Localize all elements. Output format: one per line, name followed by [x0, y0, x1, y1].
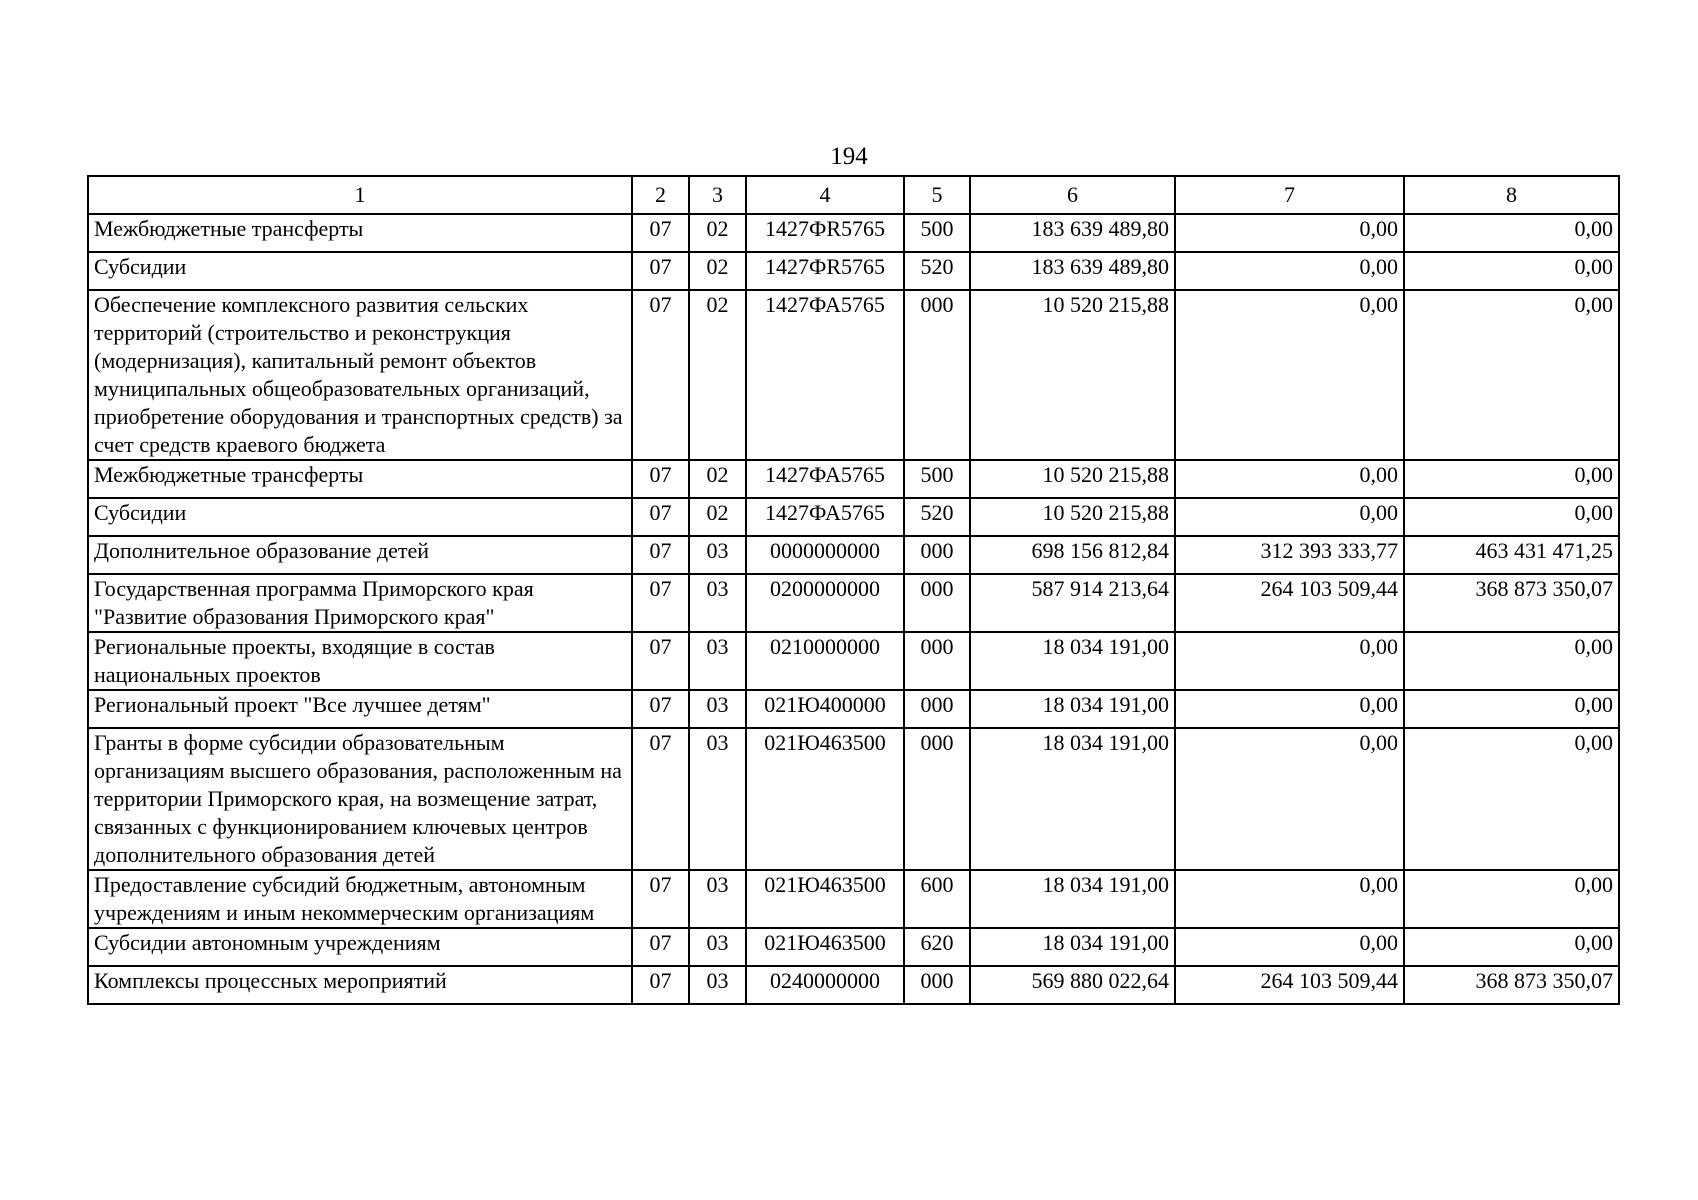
section-code-cell: 07 — [632, 252, 689, 290]
target-article-cell: 1427ФR5765 — [746, 252, 904, 290]
expense-type-cell: 000 — [904, 536, 970, 574]
table-body — [88, 214, 1619, 1004]
section-code-cell: 07 — [632, 928, 689, 966]
amount-cell: 0,00 — [1404, 460, 1619, 498]
amount-cell: 587 914 213,64 — [970, 574, 1175, 632]
section-code-cell: 07 — [632, 966, 689, 1004]
amount-cell: 18 034 191,00 — [970, 690, 1175, 728]
section-code-cell: 07 — [632, 728, 689, 870]
subsection-code-cell: 02 — [689, 252, 746, 290]
subsection-code-cell: 03 — [689, 928, 746, 966]
amount-cell: 0,00 — [1175, 290, 1404, 460]
subsection-code-cell: 02 — [689, 460, 746, 498]
row-name-cell: Обеспечение комплексного развития сельских территорий (строительство и реконструкция (модернизация), капитальный ремонт объектов муниципальных общеобразовательных организаций, приобретение оборудования и транспортных средств) за счет средств краевого бюджета — [88, 290, 632, 460]
expense-type-cell: 000 — [904, 632, 970, 690]
column-header: 3 — [689, 176, 746, 214]
table-row — [88, 574, 1619, 632]
amount-cell: 10 520 215,88 — [970, 498, 1175, 536]
subsection-code-cell: 02 — [689, 290, 746, 460]
amount-cell: 0,00 — [1404, 252, 1619, 290]
column-header: 6 — [970, 176, 1175, 214]
target-article-cell: 0000000000 — [746, 536, 904, 574]
table-row — [88, 632, 1619, 690]
amount-cell: 10 520 215,88 — [970, 290, 1175, 460]
row-name-cell: Дополнительное образование детей — [88, 536, 632, 574]
target-article-cell: 1427ФА5765 — [746, 290, 904, 460]
amount-cell: 0,00 — [1404, 728, 1619, 870]
table-row — [88, 966, 1619, 1004]
table-row — [88, 460, 1619, 498]
amount-cell: 0,00 — [1175, 498, 1404, 536]
amount-cell: 698 156 812,84 — [970, 536, 1175, 574]
target-article-cell: 0210000000 — [746, 632, 904, 690]
amount-cell: 0,00 — [1175, 690, 1404, 728]
amount-cell: 0,00 — [1175, 460, 1404, 498]
row-name-cell: Субсидии — [88, 252, 632, 290]
row-name-cell: Региональные проекты, входящие в состав национальных проектов — [88, 632, 632, 690]
subsection-code-cell: 03 — [689, 536, 746, 574]
table-row — [88, 690, 1619, 728]
amount-cell: 18 034 191,00 — [970, 870, 1175, 928]
amount-cell: 312 393 333,77 — [1175, 536, 1404, 574]
table-row — [88, 214, 1619, 252]
amount-cell: 0,00 — [1175, 252, 1404, 290]
row-name-cell: Субсидии автономным учреждениям — [88, 928, 632, 966]
expense-type-cell: 520 — [904, 252, 970, 290]
target-article-cell: 021Ю400000 — [746, 690, 904, 728]
expense-type-cell: 500 — [904, 460, 970, 498]
section-code-cell: 07 — [632, 574, 689, 632]
row-name-cell: Гранты в форме субсидии образовательным организациям высшего образования, расположенным на территории Приморского края, на возмещение затрат, связанных с функционированием ключевых центров дополнительного образования детей — [88, 728, 632, 870]
budget-table — [87, 175, 1620, 1005]
subsection-code-cell: 03 — [689, 966, 746, 1004]
column-header: 4 — [746, 176, 904, 214]
column-header: 8 — [1404, 176, 1619, 214]
amount-cell: 0,00 — [1175, 728, 1404, 870]
amount-cell: 0,00 — [1404, 690, 1619, 728]
subsection-code-cell: 03 — [689, 690, 746, 728]
amount-cell: 0,00 — [1175, 214, 1404, 252]
amount-cell: 0,00 — [1175, 870, 1404, 928]
expense-type-cell: 620 — [904, 928, 970, 966]
amount-cell: 0,00 — [1404, 498, 1619, 536]
target-article-cell: 021Ю463500 — [746, 870, 904, 928]
column-header: 5 — [904, 176, 970, 214]
target-article-cell: 1427ФR5765 — [746, 214, 904, 252]
table-row — [88, 290, 1619, 460]
amount-cell: 0,00 — [1404, 290, 1619, 460]
table-row — [88, 728, 1619, 870]
amount-cell: 0,00 — [1175, 632, 1404, 690]
subsection-code-cell: 03 — [689, 632, 746, 690]
amount-cell: 18 034 191,00 — [970, 728, 1175, 870]
target-article-cell: 1427ФА5765 — [746, 460, 904, 498]
row-name-cell: Межбюджетные трансферты — [88, 460, 632, 498]
row-name-cell: Комплексы процессных мероприятий — [88, 966, 632, 1004]
target-article-cell: 0240000000 — [746, 966, 904, 1004]
section-code-cell: 07 — [632, 632, 689, 690]
section-code-cell: 07 — [632, 870, 689, 928]
table-row — [88, 252, 1619, 290]
target-article-cell: 021Ю463500 — [746, 928, 904, 966]
header-row — [88, 176, 1619, 214]
amount-cell: 0,00 — [1404, 632, 1619, 690]
expense-type-cell: 500 — [904, 214, 970, 252]
column-header: 1 — [88, 176, 632, 214]
amount-cell: 0,00 — [1404, 214, 1619, 252]
table-row — [88, 498, 1619, 536]
amount-cell: 569 880 022,64 — [970, 966, 1175, 1004]
subsection-code-cell: 03 — [689, 728, 746, 870]
page-number: 194 — [830, 143, 868, 170]
amount-cell: 10 520 215,88 — [970, 460, 1175, 498]
section-code-cell: 07 — [632, 290, 689, 460]
row-name-cell: Субсидии — [88, 498, 632, 536]
amount-cell: 183 639 489,80 — [970, 252, 1175, 290]
amount-cell: 18 034 191,00 — [970, 632, 1175, 690]
expense-type-cell: 000 — [904, 728, 970, 870]
amount-cell: 368 873 350,07 — [1404, 966, 1619, 1004]
table-row — [88, 928, 1619, 966]
table-row — [88, 870, 1619, 928]
amount-cell: 183 639 489,80 — [970, 214, 1175, 252]
target-article-cell: 021Ю463500 — [746, 728, 904, 870]
amount-cell: 368 873 350,07 — [1404, 574, 1619, 632]
amount-cell: 264 103 509,44 — [1175, 574, 1404, 632]
expense-type-cell: 600 — [904, 870, 970, 928]
amount-cell: 0,00 — [1404, 928, 1619, 966]
amount-cell: 18 034 191,00 — [970, 928, 1175, 966]
table-row — [88, 536, 1619, 574]
expense-type-cell: 000 — [904, 966, 970, 1004]
expense-type-cell: 000 — [904, 290, 970, 460]
expense-type-cell: 000 — [904, 690, 970, 728]
section-code-cell: 07 — [632, 498, 689, 536]
subsection-code-cell: 03 — [689, 574, 746, 632]
row-name-cell: Государственная программа Приморского края "Развитие образования Приморского края" — [88, 574, 632, 632]
amount-cell: 463 431 471,25 — [1404, 536, 1619, 574]
section-code-cell: 07 — [632, 690, 689, 728]
expense-type-cell: 000 — [904, 574, 970, 632]
target-article-cell: 0200000000 — [746, 574, 904, 632]
amount-cell: 0,00 — [1404, 870, 1619, 928]
column-header: 2 — [632, 176, 689, 214]
section-code-cell: 07 — [632, 214, 689, 252]
subsection-code-cell: 02 — [689, 498, 746, 536]
amount-cell: 0,00 — [1175, 928, 1404, 966]
subsection-code-cell: 03 — [689, 870, 746, 928]
subsection-code-cell: 02 — [689, 214, 746, 252]
amount-cell: 264 103 509,44 — [1175, 966, 1404, 1004]
row-name-cell: Предоставление субсидий бюджетным, автономным учреждениям и иным некоммерческим организациям — [88, 870, 632, 928]
section-code-cell: 07 — [632, 460, 689, 498]
row-name-cell: Региональный проект "Все лучшее детям" — [88, 690, 632, 728]
row-name-cell: Межбюджетные трансферты — [88, 214, 632, 252]
expense-type-cell: 520 — [904, 498, 970, 536]
column-header: 7 — [1175, 176, 1404, 214]
target-article-cell: 1427ФА5765 — [746, 498, 904, 536]
section-code-cell: 07 — [632, 536, 689, 574]
